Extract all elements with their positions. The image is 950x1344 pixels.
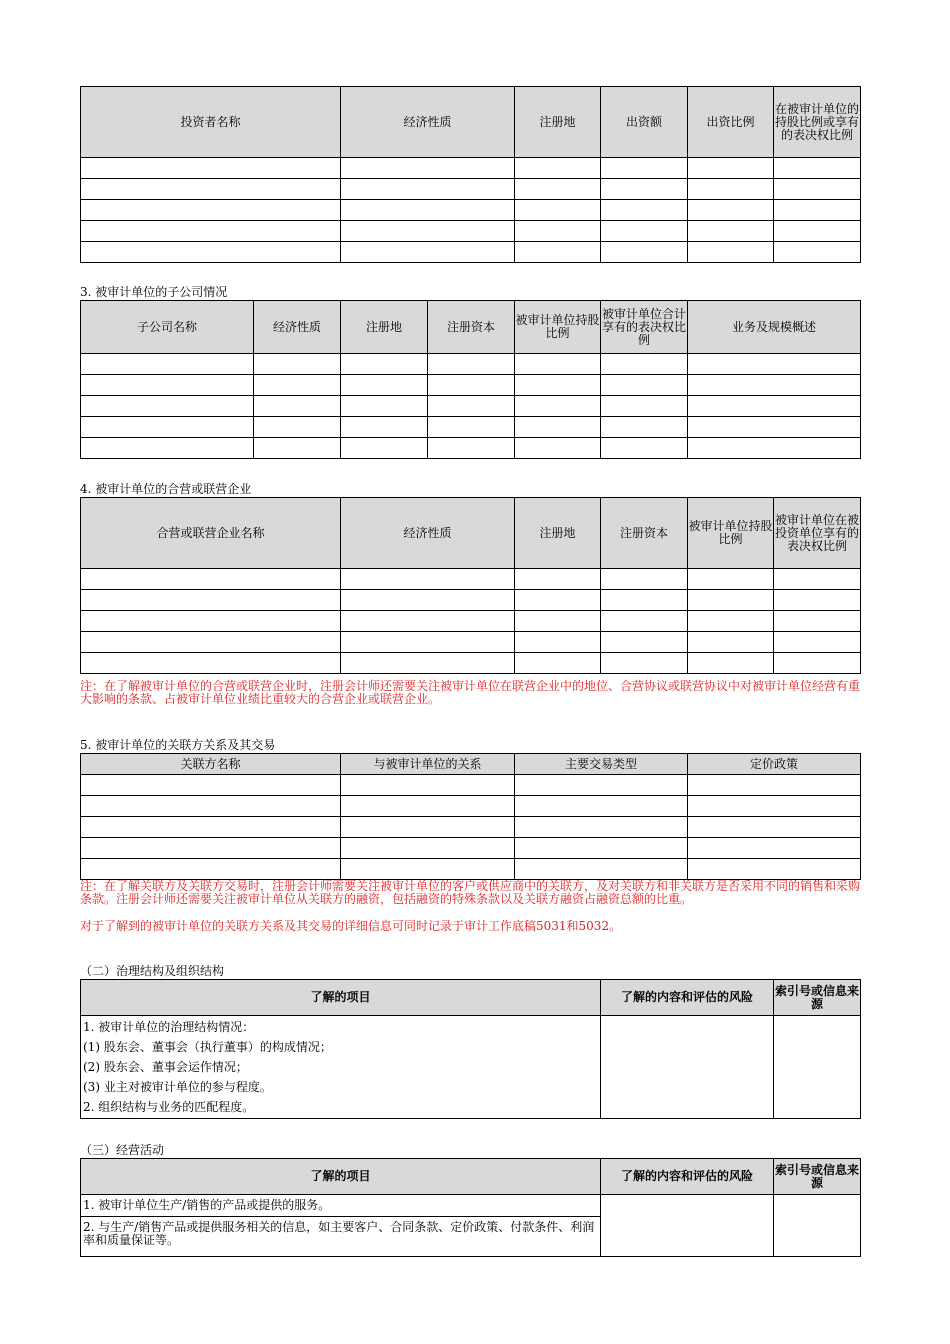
table-cell[interactable] xyxy=(81,375,254,396)
header-cell: 了解的项目 xyxy=(81,1159,601,1195)
table-row xyxy=(81,375,861,396)
related-parties-note-2: 对于了解到的被审计单位的关联方关系及其交易的详细信息可同时记录于审计工作底稿5031和5032。 xyxy=(80,919,622,933)
governance-index-cell[interactable] xyxy=(774,1016,861,1119)
table-cell[interactable] xyxy=(341,221,515,242)
table-cell[interactable] xyxy=(601,200,688,221)
table-cell[interactable] xyxy=(341,242,515,263)
table-row xyxy=(81,775,861,796)
table-cell[interactable] xyxy=(688,653,774,674)
table-cell[interactable] xyxy=(515,859,688,880)
header-cell: 了解的项目 xyxy=(81,980,601,1016)
table-cell[interactable] xyxy=(81,859,341,880)
table-cell[interactable] xyxy=(81,775,341,796)
table-cell[interactable] xyxy=(601,242,688,263)
table-cell[interactable] xyxy=(601,158,688,179)
operations-item-cell xyxy=(81,1217,601,1257)
table-header-row xyxy=(81,1159,861,1195)
table-cell[interactable] xyxy=(341,417,428,438)
related-parties-table xyxy=(80,753,861,880)
table-cell[interactable] xyxy=(688,375,861,396)
table-cell[interactable] xyxy=(774,611,861,632)
header-cell: 索引号或信息来源 xyxy=(774,1159,861,1195)
table-row xyxy=(81,838,861,859)
table-cell[interactable] xyxy=(774,569,861,590)
table-cell[interactable] xyxy=(515,632,601,653)
table-row xyxy=(81,569,861,590)
header-cell: 注册资本 xyxy=(601,498,688,569)
table-cell[interactable] xyxy=(515,179,601,200)
table-header-row xyxy=(81,498,861,569)
table-cell[interactable] xyxy=(688,796,861,817)
header-cell: 被审计单位合计享有的表决权比例 xyxy=(601,301,688,354)
table-cell[interactable] xyxy=(515,200,601,221)
table-cell[interactable] xyxy=(515,438,601,459)
governance-table xyxy=(80,979,861,1119)
table-cell[interactable] xyxy=(774,590,861,611)
table-cell[interactable] xyxy=(254,396,341,417)
table-cell[interactable] xyxy=(81,838,341,859)
table-cell[interactable] xyxy=(81,158,341,179)
table-cell[interactable] xyxy=(81,438,254,459)
table-cell[interactable] xyxy=(341,354,428,375)
table-cell[interactable] xyxy=(688,417,861,438)
governance-items-cell xyxy=(81,1016,601,1119)
table-cell[interactable] xyxy=(601,221,688,242)
operations-item-cell: 1. 被审计单位生产/销售的产品或提供的服务。 xyxy=(81,1195,601,1217)
table-cell[interactable] xyxy=(688,611,774,632)
table-cell[interactable] xyxy=(254,375,341,396)
table-cell[interactable] xyxy=(428,354,515,375)
table-cell[interactable] xyxy=(341,632,515,653)
table-cell[interactable] xyxy=(515,796,688,817)
table-cell[interactable] xyxy=(688,775,861,796)
table-cell[interactable] xyxy=(254,417,341,438)
header-cell: 经济性质 xyxy=(254,301,341,354)
table-cell[interactable] xyxy=(341,200,515,221)
table-cell[interactable] xyxy=(601,590,688,611)
header-cell: 经济性质 xyxy=(341,87,515,158)
table-cell[interactable] xyxy=(601,375,688,396)
table-cell[interactable] xyxy=(774,242,861,263)
table-cell[interactable] xyxy=(601,354,688,375)
table-header-row xyxy=(81,754,861,775)
table-cell[interactable] xyxy=(81,354,254,375)
header-cell: 与被审计单位的关系 xyxy=(341,754,515,775)
table-cell[interactable] xyxy=(81,632,341,653)
table-cell[interactable] xyxy=(341,796,515,817)
table-cell[interactable] xyxy=(515,221,601,242)
header-cell: 合营或联营企业名称 xyxy=(81,498,341,569)
table-row xyxy=(81,158,861,179)
table-cell[interactable] xyxy=(774,179,861,200)
table-cell[interactable] xyxy=(688,859,861,880)
list-item: 2. 与生产/销售产品或提供服务相关的信息，如主要客户、合同条款、定价政策、付款条件、利润率和质量保证等。 xyxy=(83,1220,595,1247)
list-item: (2) 股东会、董事会运作情况； xyxy=(83,1060,248,1074)
table-cell[interactable] xyxy=(688,242,774,263)
table-cell[interactable] xyxy=(341,158,515,179)
table-row xyxy=(81,242,861,263)
header-cell: 子公司名称 xyxy=(81,301,254,354)
table-cell[interactable] xyxy=(428,438,515,459)
table-header-row xyxy=(81,980,861,1016)
table-cell[interactable] xyxy=(515,354,601,375)
header-cell: 被审计单位在被投资单位享有的表决权比例 xyxy=(774,498,861,569)
table-row xyxy=(81,179,861,200)
table-cell[interactable] xyxy=(341,611,515,632)
table-cell[interactable] xyxy=(341,396,428,417)
table-cell[interactable] xyxy=(515,817,688,838)
table-cell[interactable] xyxy=(515,590,601,611)
table-cell[interactable] xyxy=(601,396,688,417)
operations-content-cell[interactable] xyxy=(601,1195,774,1257)
header-cell: 被审计单位持股比例 xyxy=(688,498,774,569)
table-row xyxy=(81,200,861,221)
table-row xyxy=(81,354,861,375)
table-cell[interactable] xyxy=(81,569,341,590)
table-cell[interactable] xyxy=(688,200,774,221)
table-header-row xyxy=(81,301,861,354)
table-cell[interactable] xyxy=(688,590,774,611)
joint-ventures-note: 注：在了解被审计单位的合营或联营企业时，注册会计师还需要关注被审计单位在联营企业中的地位、合营协议或联营协议中对被审计单位经营有重大影响的条款、占被审计单位业绩比重较大的合营企业或联营企业。 xyxy=(80,679,861,706)
header-cell: 投资者名称 xyxy=(81,87,341,158)
list-item: (1) 股东会、董事会（执行董事）的构成情况； xyxy=(83,1040,332,1054)
table-cell[interactable] xyxy=(774,200,861,221)
table-cell[interactable] xyxy=(688,438,861,459)
header-cell: 了解的内容和评估的风险 xyxy=(601,980,774,1016)
table-cell[interactable] xyxy=(515,375,601,396)
table-cell[interactable] xyxy=(515,569,601,590)
table-cell[interactable] xyxy=(601,417,688,438)
header-cell: 定价政策 xyxy=(688,754,861,775)
header-cell: 出资比例 xyxy=(688,87,774,158)
section-title-subsidiaries: 3. 被审计单位的子公司情况 xyxy=(80,285,228,299)
table-cell[interactable] xyxy=(688,569,774,590)
table-cell[interactable] xyxy=(688,838,861,859)
header-cell: 经济性质 xyxy=(341,498,515,569)
table-cell[interactable] xyxy=(688,396,861,417)
header-cell: 注册地 xyxy=(515,498,601,569)
table-cell[interactable] xyxy=(341,817,515,838)
table-cell[interactable] xyxy=(81,200,341,221)
table-row xyxy=(81,221,861,242)
table-cell[interactable] xyxy=(688,158,774,179)
table-cell[interactable] xyxy=(515,775,688,796)
table-row xyxy=(81,438,861,459)
table-cell[interactable] xyxy=(601,632,688,653)
table-cell[interactable] xyxy=(81,590,341,611)
table-row xyxy=(81,590,861,611)
header-cell: 注册资本 xyxy=(428,301,515,354)
table-row xyxy=(81,1016,861,1119)
table-cell[interactable] xyxy=(341,653,515,674)
investors-table xyxy=(80,86,861,263)
header-cell: 关联方名称 xyxy=(81,754,341,775)
table-cell[interactable] xyxy=(688,632,774,653)
header-cell: 注册地 xyxy=(515,87,601,158)
section-title-joint-ventures: 4. 被审计单位的合营或联营企业 xyxy=(80,482,252,496)
table-cell[interactable] xyxy=(601,179,688,200)
table-row xyxy=(81,859,861,880)
table-cell[interactable] xyxy=(428,396,515,417)
governance-content-cell[interactable] xyxy=(601,1016,774,1119)
header-cell: 主要交易类型 xyxy=(515,754,688,775)
table-cell[interactable] xyxy=(774,632,861,653)
related-parties-note: 注：在了解关联方及关联方交易时，注册会计师需要关注被审计单位的客户或供应商中的关联方，及对关联方和非关联方是否采用不同的销售和采购条款。注册会计师还需要关注被审计单位从关联方的融资，包括融资的特殊条款以及关联方融资占融资总额的比重。 xyxy=(80,879,861,906)
table-cell[interactable] xyxy=(341,838,515,859)
table-cell[interactable] xyxy=(688,817,861,838)
table-cell[interactable] xyxy=(515,611,601,632)
table-cell[interactable] xyxy=(341,859,515,880)
table-cell[interactable] xyxy=(81,417,254,438)
table-cell[interactable] xyxy=(254,354,341,375)
section-title-operations: （三）经营活动 xyxy=(80,1143,165,1157)
header-cell: 索引号或信息来源 xyxy=(774,980,861,1016)
table-cell[interactable] xyxy=(341,375,428,396)
table-cell[interactable] xyxy=(341,775,515,796)
header-cell: 注册地 xyxy=(341,301,428,354)
table-cell[interactable] xyxy=(601,611,688,632)
table-cell[interactable] xyxy=(688,221,774,242)
table-cell[interactable] xyxy=(428,375,515,396)
section-title-governance: （二）治理结构及组织结构 xyxy=(80,964,225,978)
table-cell[interactable] xyxy=(81,179,341,200)
header-cell: 在被审计单位的持股比例或享有的表决权比例 xyxy=(774,87,861,158)
table-cell[interactable] xyxy=(81,396,254,417)
table-cell[interactable] xyxy=(601,438,688,459)
table-cell[interactable] xyxy=(688,179,774,200)
table-cell[interactable] xyxy=(515,653,601,674)
operations-index-cell[interactable] xyxy=(774,1195,861,1257)
table-cell[interactable] xyxy=(688,354,861,375)
table-cell[interactable] xyxy=(254,438,341,459)
table-cell[interactable] xyxy=(341,569,515,590)
table-cell[interactable] xyxy=(774,221,861,242)
table-row xyxy=(81,417,861,438)
table-cell[interactable] xyxy=(774,653,861,674)
list-item: (3) 业主对被审计单位的参与程度。 xyxy=(83,1080,272,1094)
joint-ventures-table xyxy=(80,497,861,674)
table-cell[interactable] xyxy=(81,653,341,674)
table-cell[interactable] xyxy=(81,796,341,817)
list-item: 1. 被审计单位的治理结构情况： xyxy=(83,1020,255,1034)
table-cell[interactable] xyxy=(601,569,688,590)
header-cell: 了解的内容和评估的风险 xyxy=(601,1159,774,1195)
table-cell[interactable] xyxy=(515,158,601,179)
table-cell[interactable] xyxy=(428,417,515,438)
table-cell[interactable] xyxy=(81,221,341,242)
table-cell[interactable] xyxy=(341,590,515,611)
table-cell[interactable] xyxy=(601,653,688,674)
table-cell[interactable] xyxy=(81,611,341,632)
operations-table xyxy=(80,1158,861,1257)
table-cell[interactable] xyxy=(515,242,601,263)
table-row xyxy=(81,796,861,817)
table-row xyxy=(81,632,861,653)
table-row xyxy=(81,653,861,674)
list-item: 2. 组织结构与业务的匹配程度。 xyxy=(83,1100,255,1114)
subsidiaries-table xyxy=(80,300,861,459)
table-cell[interactable] xyxy=(515,396,601,417)
table-cell[interactable] xyxy=(774,158,861,179)
header-cell: 出资额 xyxy=(601,87,688,158)
header-cell: 业务及规模概述 xyxy=(688,301,861,354)
header-cell: 被审计单位持股比例 xyxy=(515,301,601,354)
table-cell[interactable] xyxy=(341,179,515,200)
table-row xyxy=(81,817,861,838)
section-title-related-parties: 5. 被审计单位的关联方关系及其交易 xyxy=(80,738,276,752)
table-cell[interactable] xyxy=(515,838,688,859)
table-row xyxy=(81,611,861,632)
table-row xyxy=(81,1195,861,1217)
table-cell[interactable] xyxy=(81,817,341,838)
table-cell[interactable] xyxy=(341,438,428,459)
table-row xyxy=(81,396,861,417)
table-cell[interactable] xyxy=(515,417,601,438)
table-header-row xyxy=(81,87,861,158)
table-cell[interactable] xyxy=(81,242,341,263)
